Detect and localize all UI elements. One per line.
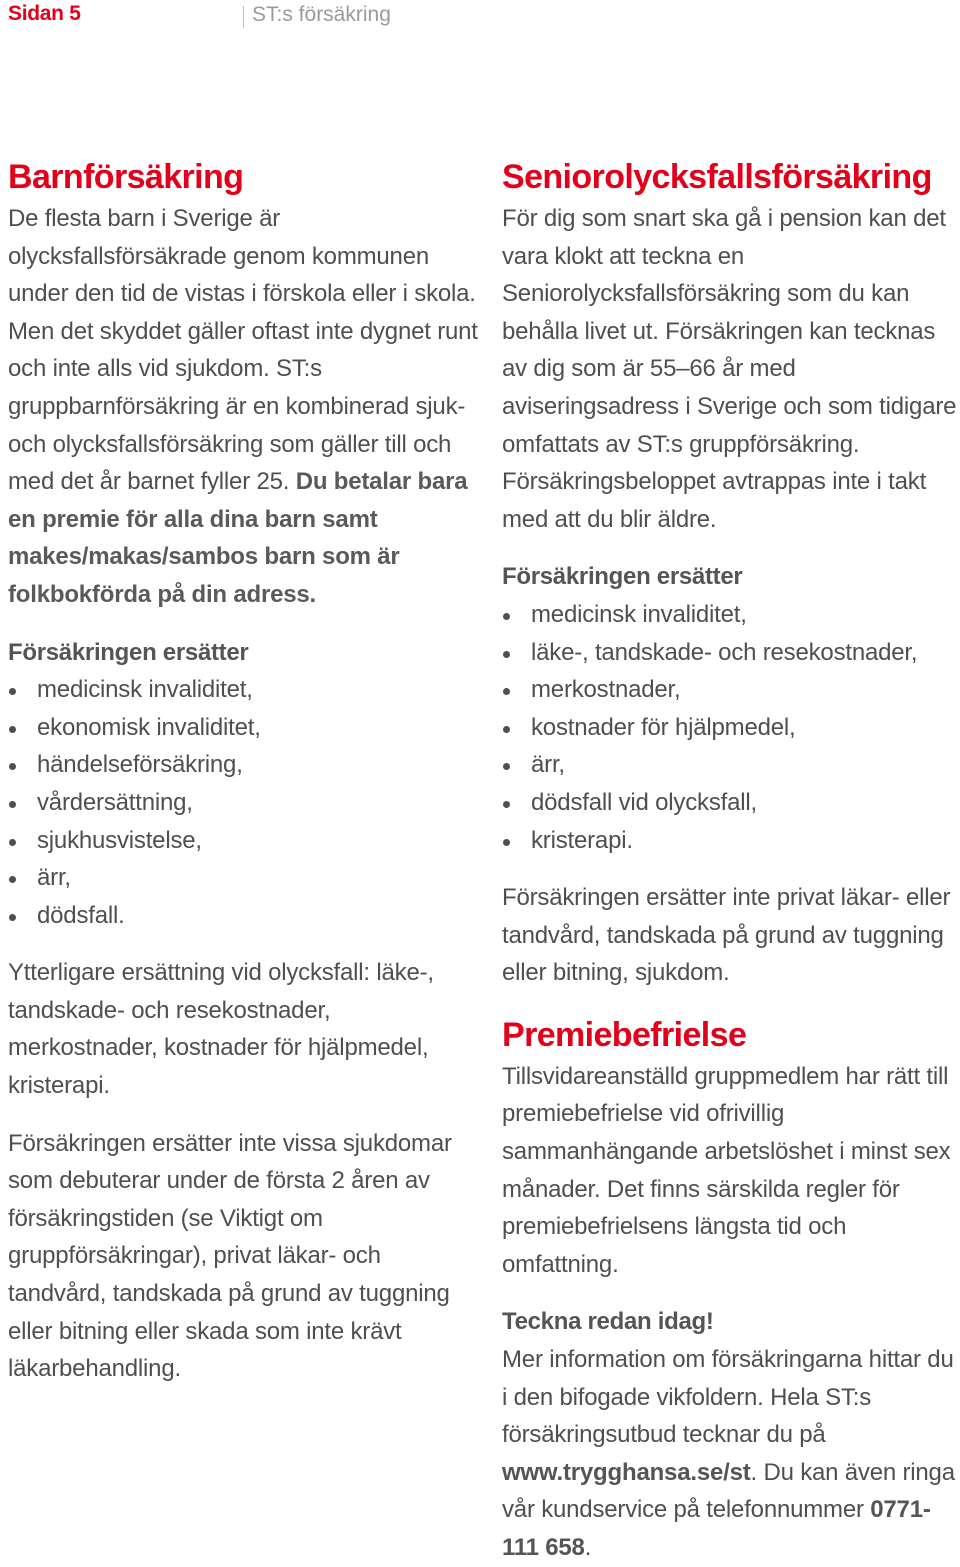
list-item: sjukhusvistelse, [8, 822, 478, 860]
list-item: vårdersättning, [8, 784, 478, 822]
list-item: kostnader för hjälpmedel, [502, 709, 958, 747]
list-item: ekonomisk invaliditet, [8, 709, 478, 747]
website-link[interactable]: www.trygghansa.se/st [502, 1458, 751, 1486]
covers-heading: Försäkringen ersätter [502, 563, 743, 591]
phone-number: 0771-111 658 [502, 1496, 931, 1561]
header-title: ST:s försäkring [252, 3, 391, 26]
barnforsakring-intro [8, 200, 478, 614]
list-item: läke-, tandskade- och resekostnader, [502, 634, 958, 672]
left-column [8, 154, 478, 1388]
header-divider [243, 6, 244, 28]
list-item: medicinsk invaliditet, [502, 596, 958, 634]
covers-list [8, 671, 478, 934]
cta-text-part-1: Mer information om försäkringarna hittar du i den bifogade vikfoldern. Hela ST:s försäkringsutbud tecknar du på [502, 1346, 954, 1449]
page-header [0, 0, 960, 40]
list-item: dödsfall. [8, 897, 478, 935]
cta-text-part-3: . [584, 1534, 592, 1561]
senior-exclusions: Försäkringen ersätter inte privat läkar- eller tandvård, tandskada på grund av tuggning eller bitning, sjukdom. [502, 884, 951, 987]
page-number: Sidan 5 [8, 2, 81, 25]
senior-intro: För dig som snart ska gå i pension kan det vara klokt att teckna en Seniorolycksfallsförsäkring som du kan behålla livet ut. Försäkringen kan tecknas av dig som är 55–66 år med aviseringsadress i Sverige och som tidigare omfattats av ST:s gruppförsäkring. Försäkringsbeloppet avtrappas inte i takt med att du blir äldre. [502, 205, 957, 533]
exclusions-text: Försäkringen ersätter inte vissa sjukdomar som debuterar under de första 2 åren av försäkringstiden (se Viktigt om gruppförsäkringar), privat läkar- och tandvård, tandskada på grund av tuggning eller bitning eller skada som inte krävt läkarbehandling. [8, 1129, 452, 1383]
list-item: dödsfall vid olycksfall, [502, 784, 958, 822]
list-item: ärr, [8, 859, 478, 897]
covers-list [502, 596, 958, 859]
cta-text-part-2: . Du kan även ringa vår kundservice på telefonnummer [502, 1458, 955, 1524]
barnforsakring-intro-bold: Du betalar bara en premie för alla dina barn samt makes/makas/sambos barn som är folkbokförda på din adress. [8, 468, 468, 608]
list-item: ärr, [502, 746, 958, 784]
barnforsakring-intro-text: De flesta barn i Sverige är olycksfallsförsäkrade genom kommunen under den tid de vistas i förskola eller i skola. Men det skyddet gäller oftast inte dygnet runt och inte alls vid sjukdom. ST:s gruppbarnförsäkring är en kombinerad sjuk- och olycksfallsförsäkring som gäller till och med det år barnet fyller 25. [8, 205, 478, 496]
right-column [502, 154, 958, 1567]
premiebefrielse-text: Tillsvidareanställd gruppmedlem har rätt till premiebefrielse vid ofrivillig sammanhängande arbetslöshet i minst sex månader. Det finns särskilda regler för premiebefrielsens längsta tid och omfattning. [502, 1062, 951, 1278]
cta-text [502, 1341, 958, 1567]
cta-heading: Teckna redan idag! [502, 1308, 714, 1336]
covers-heading: Försäkringen ersätter [8, 638, 249, 666]
additional-coverage: Ytterligare ersättning vid olycksfall: läke-, tandskade- och resekostnader, merkostnader, kostnader för hjälpmedel, kristerapi. [8, 959, 434, 1100]
list-item: händelseförsäkring, [8, 746, 478, 784]
section-heading-seniorolycksfall: Seniorolycksfallsförsäkring [502, 158, 932, 196]
list-item: kristerapi. [502, 822, 958, 860]
section-heading-barnforsakring: Barnförsäkring [8, 158, 244, 196]
list-item: medicinsk invaliditet, [8, 671, 478, 709]
section-heading-premiebefrielse: Premiebefrielse [502, 1015, 747, 1054]
list-item: merkostnader, [502, 671, 958, 709]
